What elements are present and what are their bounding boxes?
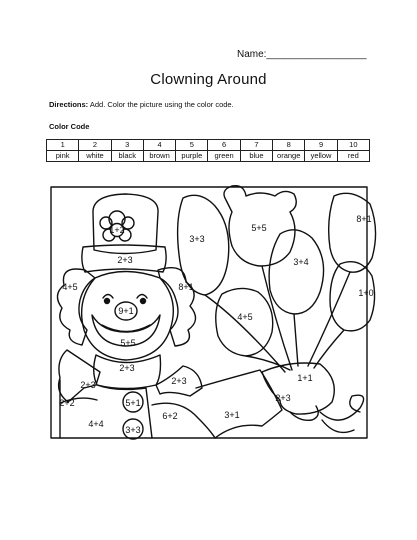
cc-color: pink	[47, 151, 79, 162]
cc-color: brown	[143, 151, 175, 162]
problem-nose: 9+1	[118, 306, 134, 316]
balloon-top-right	[329, 193, 376, 272]
clown-hand	[262, 363, 334, 414]
problem-hand: 1+1	[297, 373, 313, 383]
color-code-label: Color Code	[49, 122, 90, 131]
picture-frame	[51, 187, 367, 438]
balloon-strings	[205, 266, 350, 372]
problem-shirt-mid: 6+2	[162, 411, 178, 421]
cc-number: 10	[337, 140, 369, 151]
cc-number: 5	[176, 140, 208, 151]
cc-color: orange	[273, 151, 305, 162]
problem-mouth: 5+5	[120, 338, 136, 348]
problem-hat-band: 2+3	[117, 255, 133, 265]
cc-color: purple	[176, 151, 208, 162]
sleeve	[196, 370, 282, 438]
problem-hair-left: 4+5	[62, 282, 78, 292]
problem-balloon-bear: 5+5	[251, 223, 267, 233]
problem-hair-right: 8+1	[178, 282, 194, 292]
cc-number: 8	[273, 140, 305, 151]
hair-left	[57, 269, 95, 345]
page-title: Clowning Around	[150, 71, 267, 88]
problem-hat-flower: 1+2	[109, 225, 125, 235]
cc-number: 3	[111, 140, 143, 151]
directions-prefix: Directions:	[49, 100, 89, 109]
cc-number: 7	[240, 140, 272, 151]
cc-color: green	[208, 151, 240, 162]
problem-balloon-left: 4+5	[237, 312, 253, 322]
mouth-inner	[102, 325, 150, 332]
problem-button-bottom: 3+3	[125, 425, 141, 435]
cc-color: white	[79, 151, 111, 162]
problem-sleeve: 2+3	[275, 393, 291, 403]
problem-hat-top: 3+3	[189, 234, 205, 244]
problem-collar-left: 2+3	[80, 380, 96, 390]
cc-number: 9	[305, 140, 337, 151]
cc-color: red	[337, 151, 369, 162]
balloon-mid	[269, 230, 323, 314]
eye-right-pupil	[141, 299, 146, 304]
hair-right	[158, 268, 196, 346]
cc-number: 1	[47, 140, 79, 151]
cc-number: 4	[143, 140, 175, 151]
directions-text: Add. Color the picture using the color code.	[88, 100, 234, 109]
cc-number: 6	[208, 140, 240, 151]
ribbon-curl	[320, 395, 364, 420]
eye-left-pupil	[105, 299, 110, 304]
ribbon-curl	[322, 420, 354, 432]
problem-balloon-top-right: 8+1	[356, 214, 372, 224]
cc-number: 2	[79, 140, 111, 151]
cc-color: blue	[240, 151, 272, 162]
problem-button-top: 5+1	[125, 398, 141, 408]
problem-body-left: 2+2	[59, 398, 75, 408]
problem-balloon-mid: 3+4	[293, 257, 309, 267]
eye-right	[137, 295, 147, 299]
problem-shirt-right: 3+1	[224, 410, 240, 420]
problem-body-bottom-left: 4+4	[88, 419, 104, 429]
cc-color: yellow	[305, 151, 337, 162]
problem-balloon-right: 1+0	[358, 288, 374, 298]
balloon-top	[178, 195, 229, 295]
cc-color: black	[111, 151, 143, 162]
balloon-left	[216, 288, 273, 356]
name-field-label: Name:__________________	[237, 49, 367, 60]
problem-neck: 2+3	[119, 363, 135, 373]
eye-left	[103, 295, 113, 299]
problem-collar-right: 2+3	[171, 376, 187, 386]
